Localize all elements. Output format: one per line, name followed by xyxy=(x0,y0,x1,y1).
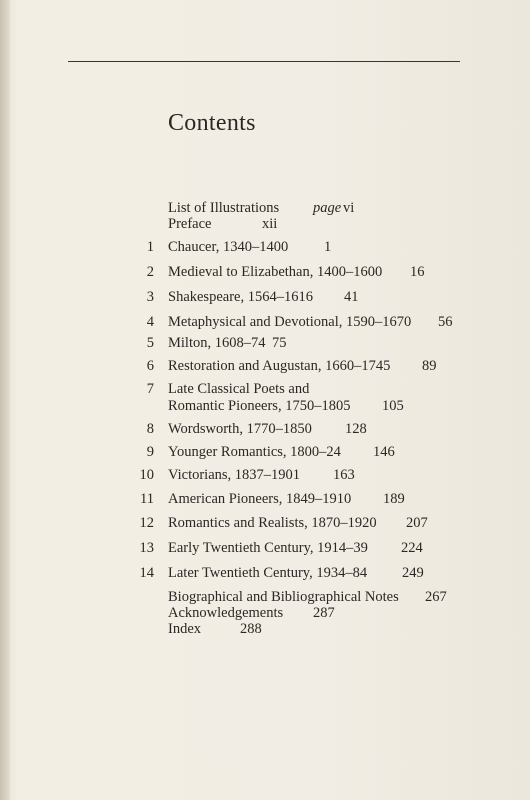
toc-page-number: 189 xyxy=(383,491,405,507)
toc-page-number: 287 xyxy=(313,605,335,621)
toc-entry-label: Milton, 1608–74 xyxy=(168,335,266,351)
chapter-number: 4 xyxy=(146,314,154,330)
toc-page-number: 16 xyxy=(410,264,425,280)
toc-entry-label: Restoration and Augustan, 1660–1745 xyxy=(168,358,391,374)
toc-entry-label: List of Illustrations xyxy=(168,200,280,216)
toc-page-number: 288 xyxy=(240,621,262,637)
toc-entry-label: Index xyxy=(168,621,202,637)
toc-entry-label: Early Twentieth Century, 1914–39 xyxy=(168,540,368,556)
toc-page-number: 249 xyxy=(402,565,424,581)
toc-page-number: vi xyxy=(343,200,355,216)
toc-page-number: 1 xyxy=(324,239,332,255)
toc-page-number: 56 xyxy=(438,314,453,330)
page-gutter-shadow xyxy=(0,0,10,800)
toc-entry-label: Metaphysical and Devotional, 1590–1670 xyxy=(168,314,412,330)
toc-page-number: 163 xyxy=(333,467,355,483)
toc-entry-label: Younger Romantics, 1800–24 xyxy=(168,444,341,460)
toc-page-number: 89 xyxy=(422,358,437,374)
chapter-number: 10 xyxy=(139,467,154,483)
toc-page-number: 105 xyxy=(382,398,404,414)
toc-entry-label: Wordsworth, 1770–1850 xyxy=(168,421,312,437)
chapter-number: 2 xyxy=(146,264,154,280)
toc-entry-label: Shakespeare, 1564–1616 xyxy=(168,289,313,305)
chapter-number: 1 xyxy=(146,239,154,255)
toc-page-number: 41 xyxy=(344,289,359,305)
toc-entry-label: Biographical and Bibliographical Notes xyxy=(168,589,399,605)
toc-page-number: 75 xyxy=(272,335,287,351)
chapter-number: 6 xyxy=(146,358,154,374)
toc-entry-label: Later Twentieth Century, 1934–84 xyxy=(168,565,368,581)
chapter-number: 5 xyxy=(146,335,154,351)
chapter-number: 13 xyxy=(139,540,154,556)
chapter-number: 9 xyxy=(146,444,154,460)
toc-page-number: 207 xyxy=(406,515,428,531)
toc-entry-label: Victorians, 1837–1901 xyxy=(168,467,301,483)
chapter-number: 8 xyxy=(146,421,154,437)
chapter-number: 3 xyxy=(146,289,154,305)
toc-page-number: 128 xyxy=(345,421,367,437)
toc-entry-label: Romantics and Realists, 1870–1920 xyxy=(168,515,377,531)
toc-entry-label: Acknowledgements xyxy=(168,605,284,621)
toc-entry-label: Preface xyxy=(168,216,212,232)
toc-entry-label-line-2: Romantic Pioneers, 1750–1805 xyxy=(168,398,351,414)
toc-entry-label-line-1: Late Classical Poets and xyxy=(168,381,310,397)
toc-page-number: 146 xyxy=(373,444,395,460)
chapter-number: 14 xyxy=(139,565,154,581)
toc-page-number: xii xyxy=(262,216,278,232)
toc-entry-label: Chaucer, 1340–1400 xyxy=(168,239,289,255)
chapter-number: 11 xyxy=(140,491,154,507)
toc-entry-label: American Pioneers, 1849–1910 xyxy=(168,491,352,507)
contents-heading: Contents xyxy=(168,110,256,136)
page-prefix: page xyxy=(313,200,342,216)
chapter-number: 12 xyxy=(139,515,154,531)
toc-entry-label: Medieval to Elizabethan, 1400–1600 xyxy=(168,264,383,280)
toc-page-number: 224 xyxy=(401,540,423,556)
header-rule xyxy=(68,61,460,62)
chapter-number: 7 xyxy=(146,381,154,397)
toc-page-number: 267 xyxy=(425,589,447,605)
